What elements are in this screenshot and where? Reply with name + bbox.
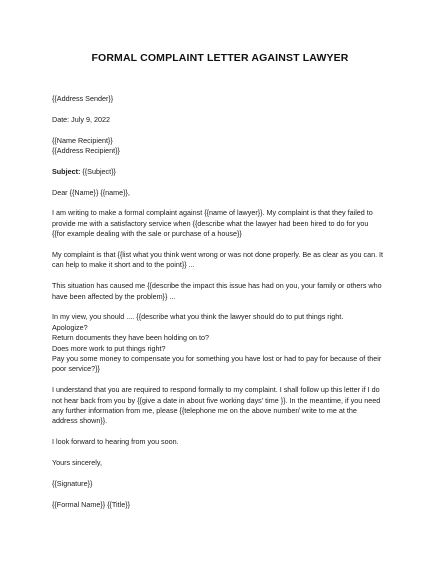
paragraph-2-line: can help to make it short and to the point}} ... bbox=[52, 260, 195, 270]
letter-body bbox=[52, 94, 402, 510]
paragraph-5-line: address shown}}. bbox=[52, 416, 108, 426]
paragraph-3-line: have been affected by the problem}} ... bbox=[52, 291, 176, 301]
paragraph-2-line: My complaint is that {{list what you think went wrong or was not done properly. Be as clear as you can. It bbox=[52, 250, 384, 259]
paragraph-3-line: This situation has caused me {{describe the impact this issue has had on you, your family or others who bbox=[52, 281, 382, 291]
salutation: Dear {{Name}} {{name}}, bbox=[52, 187, 130, 197]
subject-label: Subject: bbox=[52, 166, 81, 176]
address-sender: {{Address Sender}} bbox=[52, 94, 114, 103]
closing-line: I look forward to hearing from you soon. bbox=[52, 437, 179, 447]
valediction: Yours sincerely, bbox=[52, 458, 102, 468]
formal-name-placeholder: {{Formal Name}} {{Title}} bbox=[52, 499, 131, 509]
name-recipient: {{Name Recipient}} bbox=[52, 135, 113, 145]
paragraph-4-line: Apologize? bbox=[52, 322, 88, 332]
subject-line bbox=[52, 167, 402, 177]
paragraph-4-line: Pay you some money to compensate you for something you have lost or had to pay for because of their bbox=[52, 354, 382, 364]
paragraph-1-line: provide me with a satisfactory service when {{describe what the lawyer had been hired to do for you bbox=[52, 218, 369, 228]
paragraph-1-line: I am writing to make a formal complaint against {{name of lawyer}}. My complaint is that they failed to bbox=[52, 208, 373, 218]
paragraph-1-line: {{for example dealing with the sale or purchase of a house}} bbox=[52, 229, 242, 239]
paragraph-5-line: not hear back from you by {{give a date in about five working days' time }}. In the meantime, if you need bbox=[52, 395, 381, 405]
letter-date: Date: July 9, 2022 bbox=[52, 114, 110, 124]
subject-value: {{Subject}} bbox=[80, 166, 116, 176]
paragraph-4-line: In my view, you should .... {{describe what you think the lawyer should do to put things right. bbox=[52, 312, 344, 322]
paragraph-4-line: Return documents they have been holding on to? bbox=[52, 333, 210, 343]
signature-placeholder: {{Signature}} bbox=[52, 478, 93, 488]
paragraph-5-line: I understand that you are required to respond formally to my complaint. I shall follow up this letter if I do bbox=[52, 385, 380, 395]
paragraph-4-line: poor service?}} bbox=[52, 364, 100, 374]
paragraph-5-line: any further information from me, please {{telephone me on the above number/ write to me at the bbox=[52, 406, 357, 416]
address-recipient: {{Address Recipient}} bbox=[52, 146, 120, 155]
paragraph-4-line: Does more work to put things right? bbox=[52, 343, 166, 353]
letter-title: FORMAL COMPLAINT LETTER AGAINST LAWYER bbox=[91, 52, 349, 64]
